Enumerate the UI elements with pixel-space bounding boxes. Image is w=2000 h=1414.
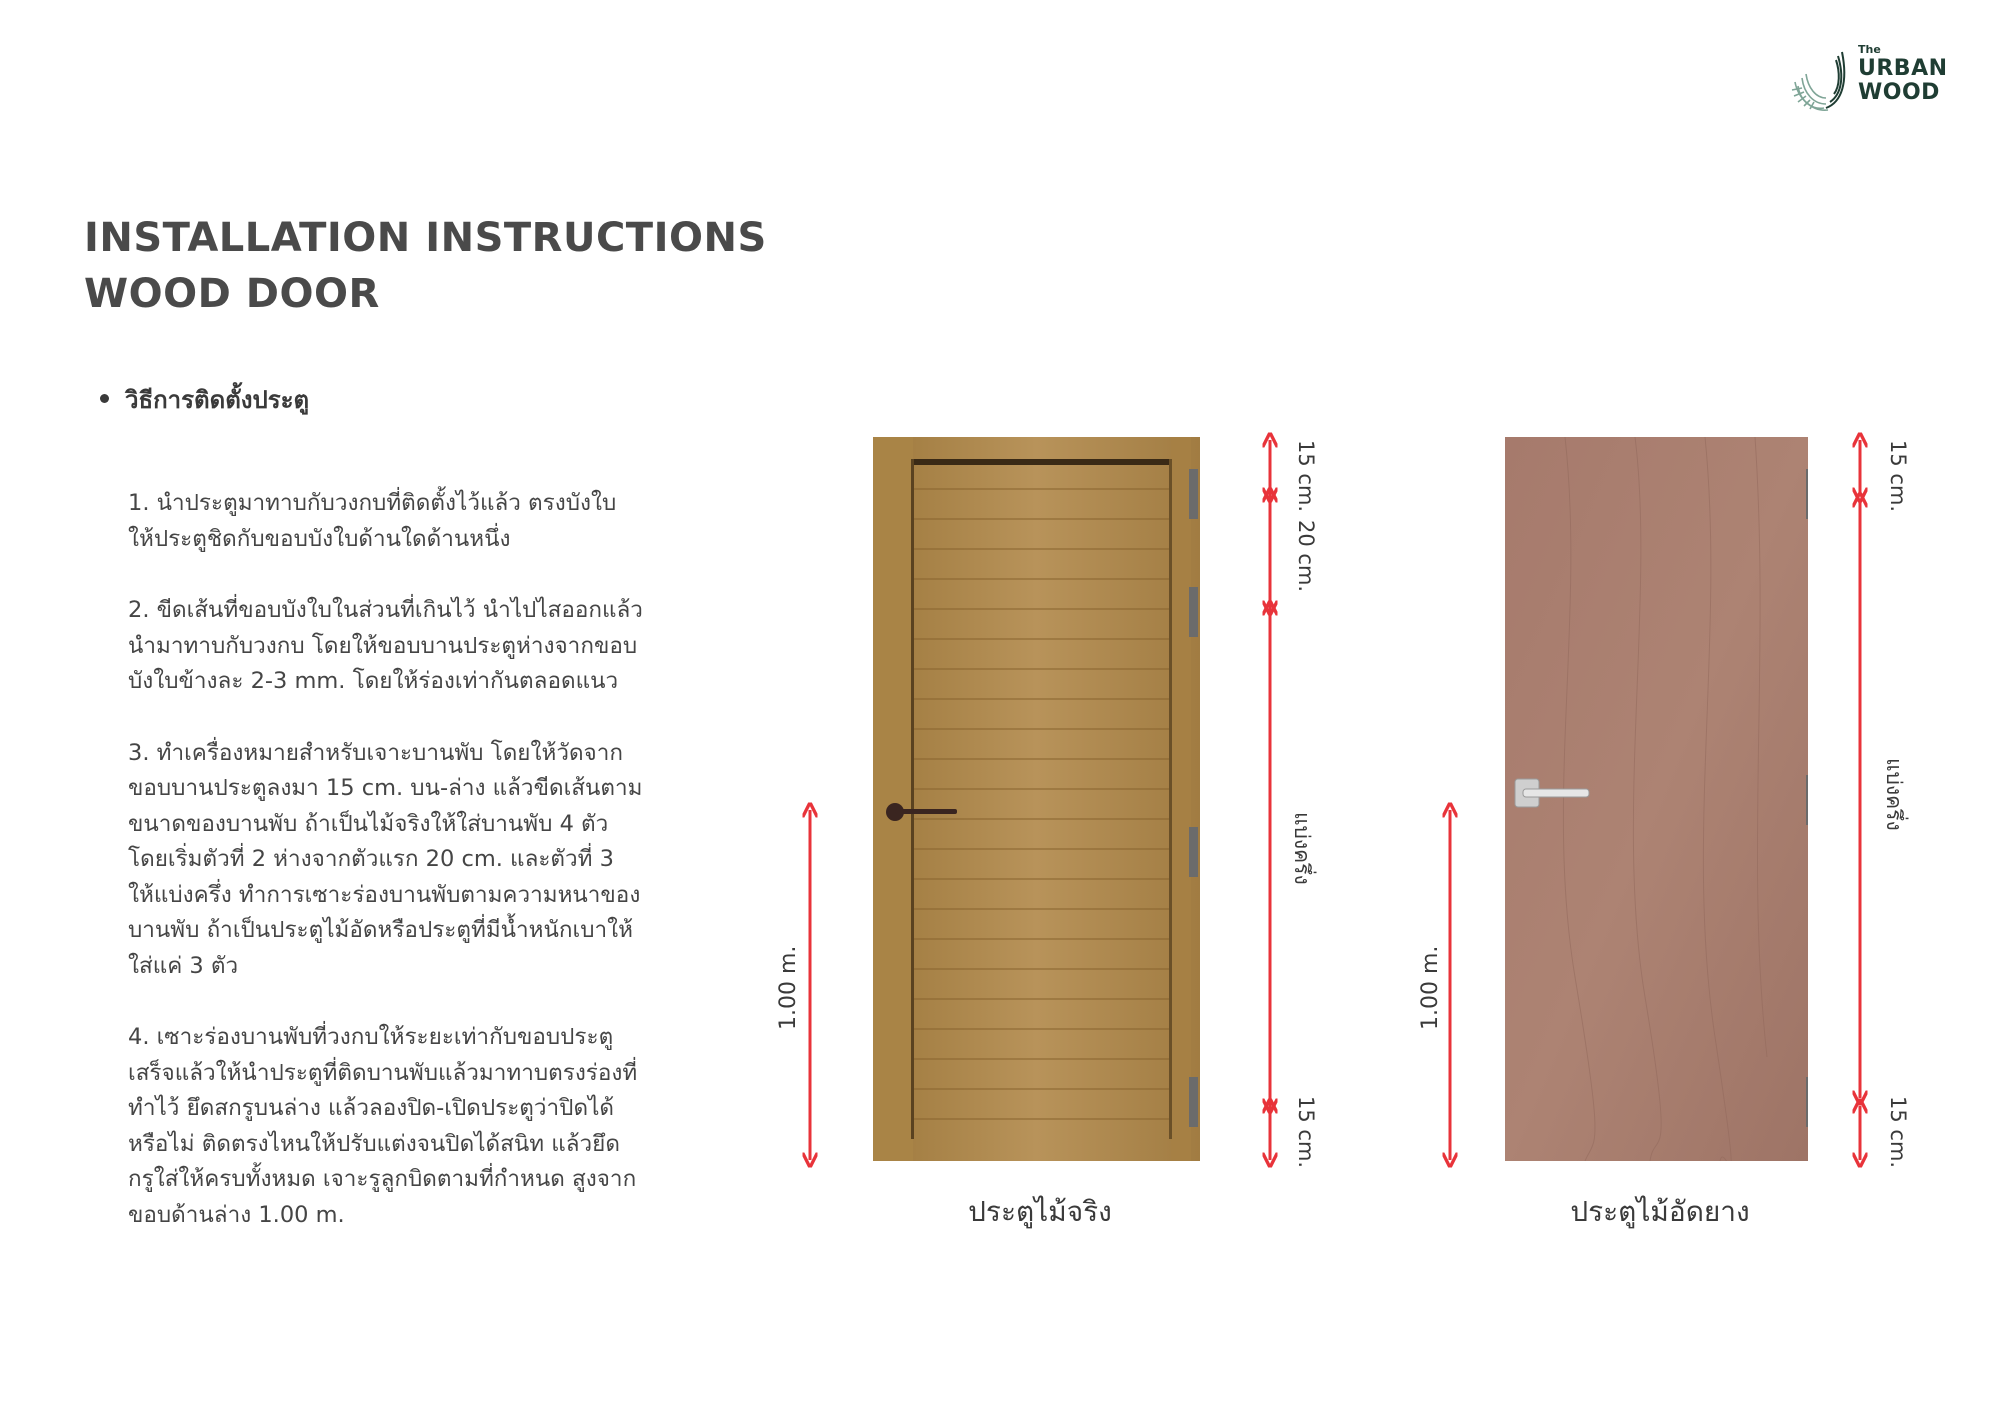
hinge-2: [1189, 587, 1198, 637]
ply-half-text: แบ่งครึ่ง: [1882, 758, 1906, 831]
solid-20-text: 20 cm.: [1294, 520, 1318, 593]
solid-top-15-text: 15 cm.: [1294, 440, 1318, 513]
hinge-1: [1806, 469, 1808, 519]
step-line: ขนาดของบานพับ ถ้าเป็นไม้จริงให้ใส่บานพับ 4 ตัว: [128, 810, 609, 837]
title-line-2: WOOD DOOR: [84, 271, 380, 317]
section-heading-text: วิธีการติดตั้งประตู: [125, 386, 310, 414]
solid-door-label: ประตูไม้จริง: [968, 1195, 1112, 1228]
step-line: หรือไม่ ติดตรงไหนให้ปรับแต่งจนปิดได้สนิท แล้วยึด: [128, 1130, 620, 1157]
door-handle-lever: [1523, 789, 1589, 797]
step-line: ขอบด้านล่าง 1.00 m.: [128, 1201, 345, 1228]
hinge-1: [1189, 469, 1198, 519]
plywood-door-image: [1505, 437, 1808, 1161]
solid-wood-door-image: [873, 437, 1200, 1161]
page-title: [84, 210, 767, 322]
leaf-logo-icon: [1790, 46, 1852, 116]
instruction-steps: [128, 486, 688, 1269]
brand-logo: [1790, 40, 1970, 120]
step-line: 3. ทำเครื่องหมายสำหรับเจาะบานพับ โดยให้วัดจาก: [128, 739, 623, 766]
section-heading: [100, 380, 309, 419]
hinge-3: [1806, 1077, 1808, 1127]
ply-top-15-text: 15 cm.: [1886, 440, 1910, 513]
logo-the: The: [1858, 43, 1881, 56]
step-line: 4. เซาะร่องบานพับที่วงกบให้ระยะเท่ากับขอบประตู: [128, 1024, 614, 1050]
solid-half-text: แบ่งครึ่ง: [1290, 812, 1314, 885]
door-handle-lever: [895, 809, 957, 814]
step-line: บังใบข้างละ 2-3 mm. โดยให้ร่องเท่ากันตลอดแนว: [128, 668, 619, 694]
plywood-door-label: ประตูไม้อัดยาง: [1570, 1195, 1750, 1228]
step-line: บานพับ ถ้าเป็นประตูไม้อัดหรือประตูที่มีน้ำหนักเบาให้: [128, 917, 633, 943]
step-line: 2. ขีดเส้นที่ขอบบังใบในส่วนที่เกินไว้ นำไปไสออกแล้ว: [128, 597, 643, 623]
step-4: [128, 1020, 688, 1233]
step-line: นำมาทาบกับวงกบ โดยให้ขอบบานประตูห่างจากขอบ: [128, 632, 638, 659]
hinge-2: [1806, 775, 1808, 825]
title-line-1: INSTALLATION INSTRUCTIONS: [84, 215, 767, 261]
step-line: กรูใส่ให้ครบทั้งหมด เจาะรูลูกบิดตามที่กำหนด สูงจาก: [128, 1166, 637, 1192]
logo-wordmark: [1858, 44, 1948, 106]
hinge-3: [1189, 827, 1198, 877]
step-2: [128, 593, 688, 700]
bullet-icon: [100, 394, 109, 403]
solid-handle-height-text: 1.00 m.: [776, 945, 801, 1030]
logo-urban: URBAN: [1858, 56, 1948, 81]
step-3: [128, 736, 688, 985]
ply-handle-height-text: 1.00 m.: [1418, 945, 1443, 1030]
step-line: 1. นำประตูมาทาบกับวงกบที่ติดตั้งไว้แล้ว ตรงบังใบ: [128, 490, 617, 516]
step-line: โดยเริ่มตัวที่ 2 ห่างจากตัวแรก 20 cm. และตัวที่ 3: [128, 846, 614, 872]
solid-bottom-15-text: 15 cm.: [1294, 1096, 1318, 1169]
step-line: ให้ประตูชิดกับขอบบังใบด้านใดด้านหนึ่ง: [128, 525, 511, 552]
step-line: ขอบบานประตูลงมา 15 cm. บน-ล่าง แล้วขีดเส้นตาม: [128, 775, 643, 801]
logo-wood: WOOD: [1858, 80, 1940, 105]
hinge-4: [1189, 1077, 1198, 1127]
step-line: ใส่แค่ 3 ตัว: [128, 952, 239, 979]
step-line: ให้แบ่งครึ่ง ทำการเซาะร่องบานพับตามความหนาของ: [128, 881, 641, 908]
ply-bottom-15-text: 15 cm.: [1886, 1096, 1910, 1169]
step-line: เสร็จแล้วให้นำประตูที่ติดบานพับแล้วมาทาบตรงร่องที่: [128, 1059, 638, 1086]
step-line: ทำไว้ ยึดสกรูบนล่าง แล้วลองปิด-เปิดประตูว่าปิดได้: [128, 1095, 614, 1121]
step-1: [128, 486, 688, 557]
